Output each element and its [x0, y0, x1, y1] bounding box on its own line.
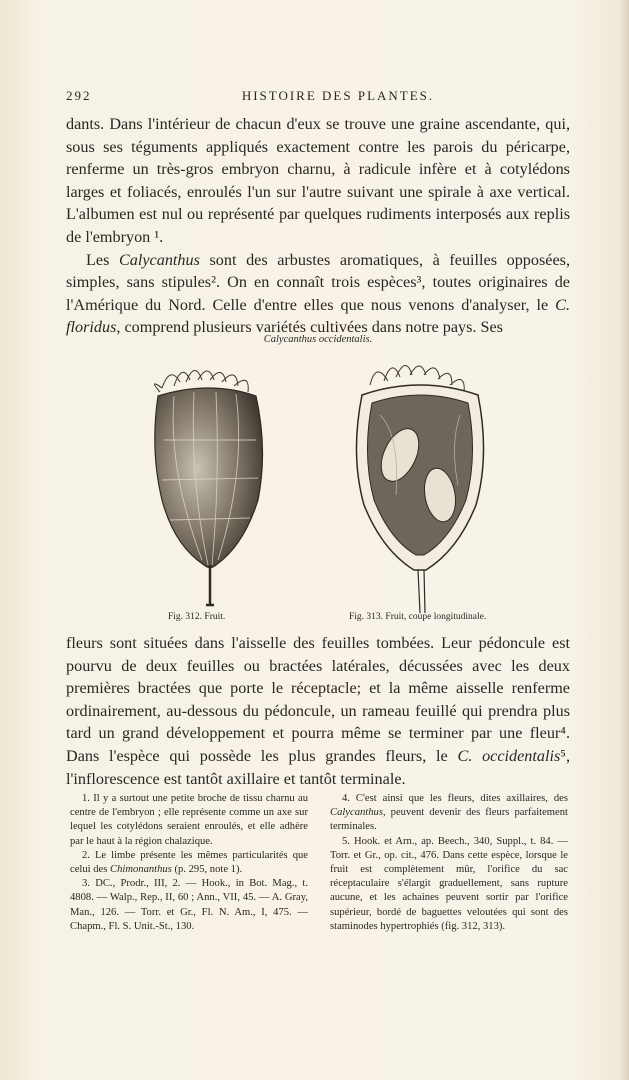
figure-title: Calycanthus occidentalis.: [263, 334, 373, 345]
species-name: C. floridus: [66, 295, 570, 337]
page-edge-shadow: [619, 0, 629, 1080]
page-number: 292: [66, 88, 92, 103]
footnote-4: [330, 792, 568, 835]
species-name: C. occidentalis: [457, 746, 561, 765]
genus-name: Calycanthus: [330, 807, 383, 819]
paragraph-text: sont des arbustes aromatiques, à feuilles opposées, simples, sans stipules². On en connaît trois espèces³, toutes originaires de l'Amérique du Nord. Celle d'entre elles que nous venons d'analyser, le: [66, 250, 570, 314]
footnote-1: 1. Il y a surtout une petite broche de tissu charnu au centre de l'embryon ; elle représente comme un axe sur lequel les cotylédons seraient enroulés, et elle adhère par le haut à la région chalazique.: [70, 793, 308, 847]
paragraph-text: fleurs sont situées dans l'aisselle des feuilles tombées. Leur pédoncule est pourvu de deux feuilles ou bractées latérales, décussées avec les deux premières bractées que porte le réceptacle; et la même aisselle renferme ordinairement, au-dessous du pédoncule, un rameau feuillé qui prendra plus tard un grand développement et pourra même se terminer par une fleur⁴. Dans l'espèce qui possède les plus grandes fleurs, le: [66, 634, 570, 765]
running-title: HISTOIRE DES PLANTES.: [241, 88, 435, 103]
footnote-text: 2. Le limbe présente les mêmes particularités que celui des: [70, 849, 308, 876]
genus-name: Chimonanthus: [110, 864, 172, 876]
paragraph-inflorescence: [66, 632, 570, 790]
paragraph-text: , comprend plusieurs variétés cultivées dans notre pays. Ses: [116, 318, 503, 337]
footnote-2: [70, 849, 308, 877]
footnotes-right-column: [330, 792, 568, 934]
footnote-text: 4. C'est ainsi que les fleurs, dites axillaires, des: [342, 793, 568, 804]
genus-name: Calycanthus: [118, 250, 200, 269]
fruit-section-illustration: [340, 355, 500, 615]
paragraph-calycanthus: [66, 249, 570, 339]
body-text-bottom: [66, 632, 570, 790]
paragraph-embryo: dants. Dans l'intérieur de chacun d'eux se trouve une graine ascendante, qui, sous ses téguments appliqués exactement contre les parois du péricarpe, renferme un très-gros embryon charnu, à radicule infère et à cotylédons larges et foliacés, enroulés l'un sur l'autre suivant une spirale à axe vertical. L'albumen est nul ou représenté par quelques rudiments interposés aux replis de l'embryon ¹.: [66, 115, 570, 246]
paragraph-text: ⁵, l'inflorescence est tantôt axillaire et tantôt terminale.: [66, 746, 570, 788]
footnote-text: (p. 295, note 1).: [171, 864, 243, 876]
page-header: [66, 88, 570, 108]
figure-313-caption: Fig. 313. Fruit, coupe longitudinale.: [349, 612, 487, 622]
fruit-illustration: [140, 360, 280, 610]
footnote-text: , peuvent devenir des fleurs parfaitement terminales.: [330, 807, 568, 833]
figure-312-caption: Fig. 312. Fruit.: [168, 612, 226, 622]
body-text-top: [66, 113, 570, 339]
paragraph-text: Les: [86, 250, 119, 269]
footnote-3: 3. DC., Prodr., III, 2. — Hook., in Bot. Mag., t. 4808. — Walp., Rep., II, 60 ; Ann., VII, 45. — A. Gray, Man., 126. — Torr. et Gr., Fl. N. Am., I, 475. — Chapm., Fl. S. Unit.-St., 130.: [70, 878, 308, 932]
footnotes-left-column: [70, 792, 308, 934]
footnote-5: 5. Hook. et Arn., ap. Beech., 340, Suppl., t. 84. — Torr. et Gr., op. cit., 476. Dans cette espèce, lorsque le fruit est complètement mûr, l'orifice du sac réceptaculaire s'élargit graduellement, sans rupture aucune, et les achaines peuvent sortir par l'orifice supérieur, bordé de baguettes veloutées qui sont des staminodes hypertrophiés (fig. 312, 313).: [330, 835, 568, 932]
